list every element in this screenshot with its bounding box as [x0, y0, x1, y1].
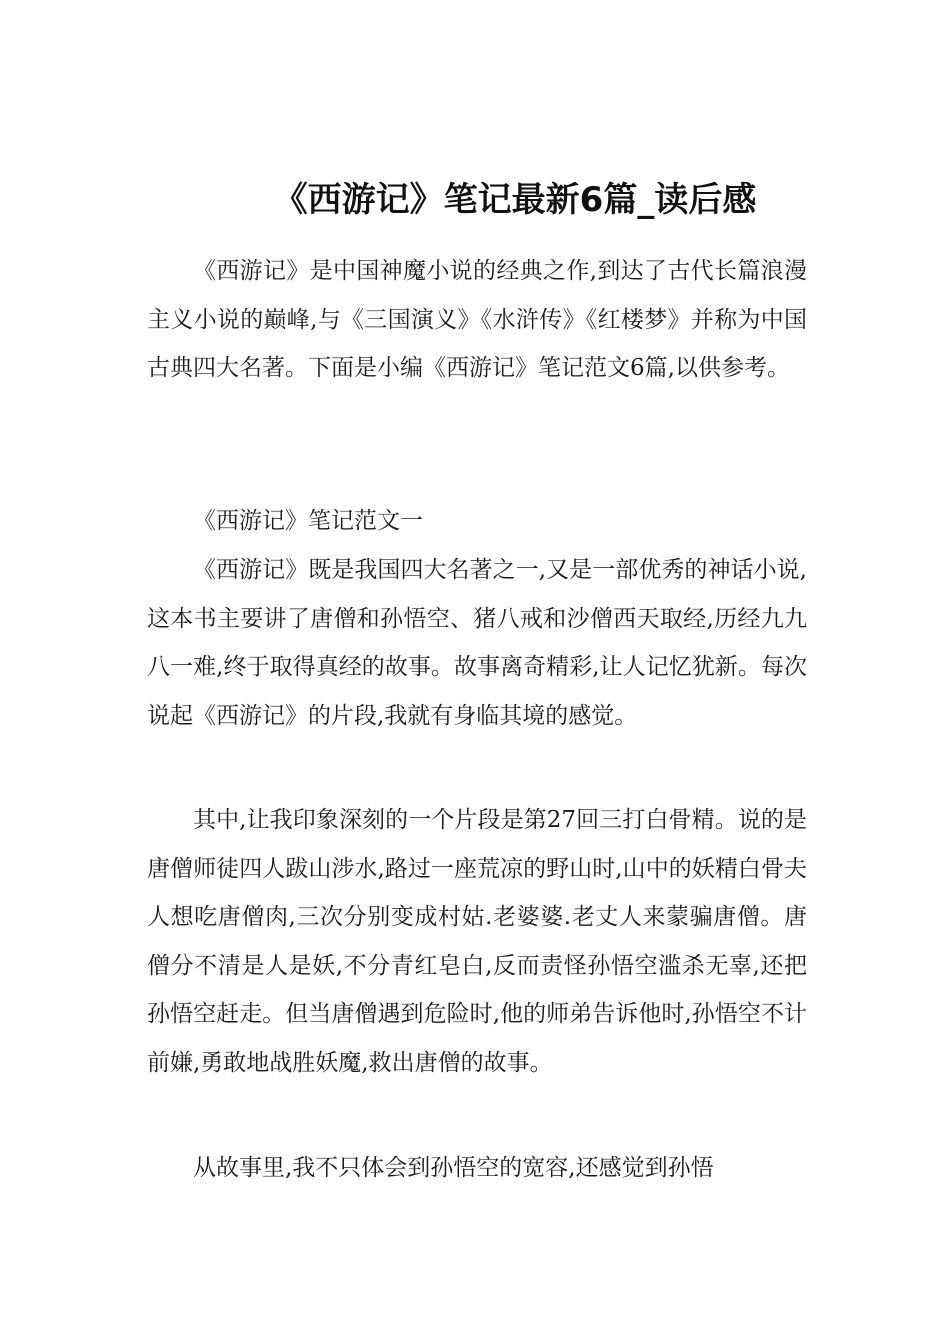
section-heading: 《西游记》笔记范文一	[193, 508, 423, 534]
document-title: 《西游记》笔记最新6篇_读后感	[273, 180, 757, 220]
body-paragraph-1: 《西游记》既是我国四大名著之一,又是一部优秀的神话小说,这本书主要讲了唐僧和孙悟空、猪八戒和沙僧西天取经,历经九九八一难,终于取得真经的故事。故事离奇精彩,让人记忆犹新。每次说起《西游记》的片段,我就有身临其境的感觉。	[147, 557, 807, 729]
body-paragraph-2: 其中,让我印象深刻的一个片段是第27回三打白骨精。说的是唐僧师徒四人跋山涉水,路过一座荒凉的野山时,山中的妖精白骨夫人想吃唐僧肉,三次分别变成村姑.老婆婆.老丈人来蒙骗唐僧。唐僧分不清是人是妖,不分青红皂白,反而责怪孙悟空滥杀无辜,还把孙悟空赶走。但当唐僧遇到危险时,他的师弟告诉他时,孙悟空不计前嫌,勇敢地战胜妖魔,救出唐僧的故事。	[147, 807, 807, 1076]
body-paragraph-3: 从故事里,我不只体会到孙悟空的宽容,还感觉到孙悟	[193, 1155, 714, 1181]
intro-paragraph: 《西游记》是中国神魔小说的经典之作,到达了古代长篇浪漫主义小说的巅峰,与《三国演义》《水浒传》《红楼梦》并称为中国古典四大名著。下面是小编《西游记》笔记范文6篇,以供参考。	[147, 258, 807, 381]
